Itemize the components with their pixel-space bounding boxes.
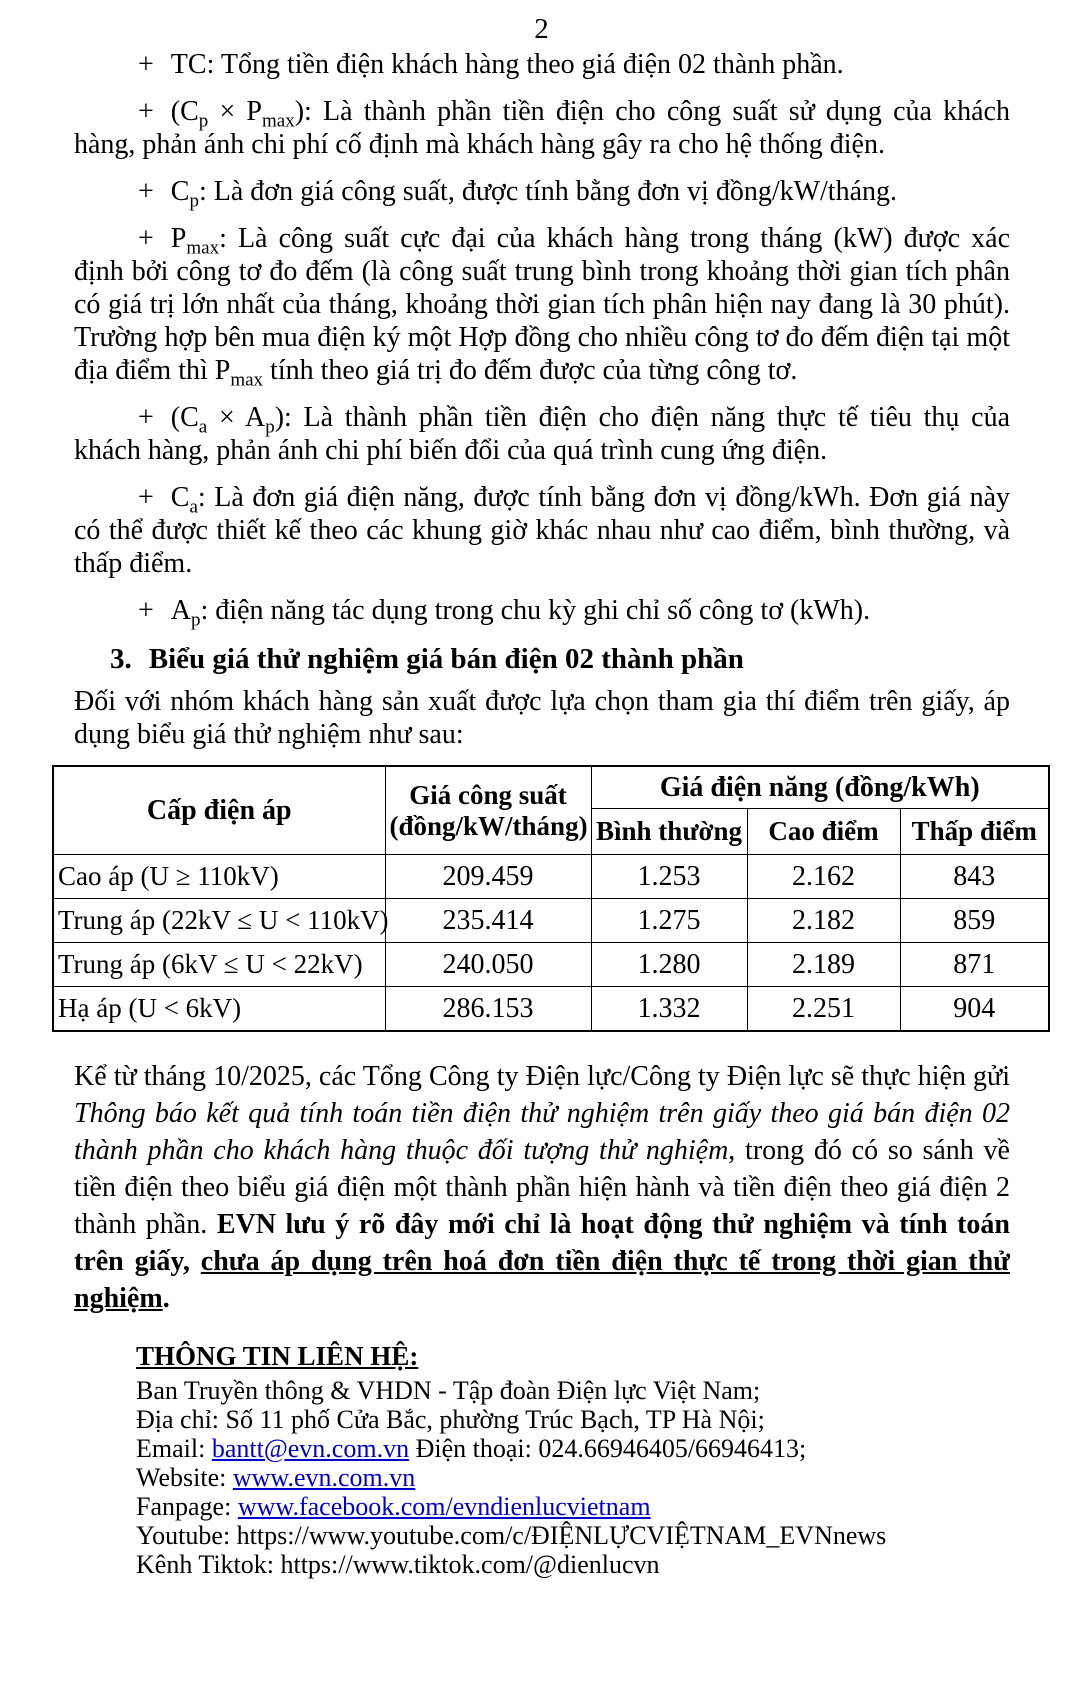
cell-normal: 1.332 <box>591 987 747 1032</box>
contact-line <box>136 1405 1023 1434</box>
contact-block <box>136 1339 1023 1579</box>
header-voltage: Cấp điện áp <box>53 766 385 855</box>
closing-paragraph <box>74 1058 1010 1317</box>
bullet-marker: + <box>138 223 154 254</box>
header-capacity-line2: (đồng/kW/tháng) <box>389 810 588 841</box>
contact-line <box>136 1492 1023 1521</box>
bullet-item <box>74 481 1010 580</box>
fanpage-link[interactable]: www.facebook.com/evndienlucvietnam <box>237 1492 651 1521</box>
text-segment: Youtube: https://www.youtube.com/c/ĐIỆNLỰCVIỆTNAM_EVNnews <box>136 1521 887 1550</box>
bullet-marker: + <box>138 96 154 127</box>
text-segment: ): Là thành phần tiền điện cho điện năng thực tế tiêu thụ của khách hàng, phản ánh chi phí biến đổi của quá trình cung ứng điện. <box>74 402 1010 466</box>
text-segment: max <box>262 110 295 132</box>
table-row <box>53 987 1049 1032</box>
bullet-item <box>74 95 1010 161</box>
text-segment: p <box>198 110 209 132</box>
text-segment: Địa chỉ: Số 11 phố Cửa Bắc, phường Trúc Bạch, TP Hà Nội; <box>136 1405 765 1434</box>
text-segment: TC: Tổng tiền điện khách hàng theo giá điện 02 thành phần. <box>170 49 844 80</box>
header-normal: Bình thường <box>591 809 747 855</box>
bullet-item <box>74 175 1010 212</box>
text-segment: a <box>189 496 198 518</box>
text-segment: : Là đơn giá công suất, được tính bằng đơn vị đồng/kW/tháng. <box>198 176 898 207</box>
header-energy-price-group: Giá điện năng (đồng/kWh) <box>591 766 1049 809</box>
text-segment: . <box>162 1283 170 1314</box>
bullet-marker: + <box>138 49 154 80</box>
text-segment: C <box>170 176 190 207</box>
text-segment: ): Là thành phần tiền điện cho công suất sử dụng của khách hàng, phản ánh chi phí cố định mà khách hàng gây ra cho hệ thống điện. <box>74 96 1010 160</box>
text-segment: tính theo giá trị đo đếm được của từng công tơ. <box>263 355 798 386</box>
contact-line <box>136 1463 1023 1492</box>
table-header-row-1 <box>53 766 1049 809</box>
cell-capacity: 209.459 <box>385 855 591 899</box>
text-segment: Website: <box>136 1463 233 1492</box>
text-segment: Điện thoại: 024.66946405/66946413; <box>409 1434 807 1463</box>
cell-capacity: 286.153 <box>385 987 591 1032</box>
text-segment: p <box>265 416 275 438</box>
intro-paragraph: Đối với nhóm khách hàng sản xuất được lựa chọn tham gia thí điểm trên giấy, áp dụng biểu giá thử nghiệm như sau: <box>74 686 1010 750</box>
bullet-item <box>74 222 1010 391</box>
text-segment: a <box>198 416 208 438</box>
text-segment: Ban Truyền thông & VHDN - Tập đoàn Điện lực Việt Nam; <box>136 1376 761 1405</box>
text-segment: EVN lưu ý rõ đây mới chỉ là hoạt động thử nghiệm và tính toán trên giấy, <box>74 1209 1010 1277</box>
header-capacity-line1: Giá công suất <box>409 779 567 810</box>
text-segment: (C <box>170 402 199 433</box>
text-segment: p <box>191 609 201 631</box>
contact-line <box>136 1376 1023 1405</box>
bullet-marker: + <box>138 176 154 207</box>
contact-line <box>136 1521 1023 1550</box>
cell-peak: 2.189 <box>747 943 900 987</box>
page-number: 2 <box>534 13 549 45</box>
cell-capacity: 240.050 <box>385 943 591 987</box>
bullet-marker: + <box>138 402 154 433</box>
text-segment: Thông báo kết quả tính toán tiền điện thử nghiệm trên giấy theo giá bán điện 02 thành phần cho khách hàng thuộc đối tượng thử nghiệm <box>74 1098 1010 1166</box>
cell-peak: 2.251 <box>747 987 900 1032</box>
cell-normal: 1.280 <box>591 943 747 987</box>
cell-capacity: 235.414 <box>385 899 591 943</box>
text-segment: : Là công suất cực đại của khách hàng trong tháng (kW) được xác định bởi công tơ đo đếm (là công suất trung bình trong khoảng thời gian tích phân có giá trị lớn nhất của tháng, khoảng thời gian tích phân hiện nay đang là 30 phút). Trường hợp bên mua điện ký một Hợp đồng cho nhiều công tơ đo đếm điện tại một địa điểm thì P <box>74 223 1010 386</box>
section-title: Biểu giá thử nghiệm giá bán điện 02 thành phần <box>148 643 744 675</box>
cell-peak: 2.162 <box>747 855 900 899</box>
contact-lines <box>136 1376 1023 1579</box>
text-segment: × P <box>208 96 263 127</box>
text-segment: p <box>189 190 199 212</box>
website-link[interactable]: www.evn.com.vn <box>232 1463 416 1492</box>
cell-normal: 1.275 <box>591 899 747 943</box>
contact-title: THÔNG TIN LIÊN HỆ: <box>136 1341 419 1371</box>
section-heading <box>74 641 1010 677</box>
bullet-marker: + <box>138 482 154 513</box>
header-capacity-price <box>385 766 591 855</box>
text-segment: × A <box>207 402 266 433</box>
bullet-list <box>74 48 1010 631</box>
cell-offpeak: 859 <box>900 899 1049 943</box>
contact-line <box>136 1550 1023 1579</box>
text-segment: max <box>230 369 264 391</box>
text-segment: P <box>170 223 187 254</box>
bullet-item <box>74 594 1010 631</box>
text-segment: : điện năng tác dụng trong chu kỳ ghi chỉ số công tơ (kWh). <box>200 595 871 626</box>
text-segment: Email: <box>136 1434 212 1463</box>
text-segment: Fanpage: <box>136 1492 238 1521</box>
header-offpeak: Thấp điểm <box>900 809 1049 855</box>
cell-offpeak: 871 <box>900 943 1049 987</box>
cell-offpeak: 904 <box>900 987 1049 1032</box>
cell-normal: 1.253 <box>591 855 747 899</box>
text-segment: (C <box>170 96 199 127</box>
bullet-item <box>74 401 1010 467</box>
price-table-body <box>53 855 1049 1032</box>
text-segment: , trong đó có so sánh về tiền điện theo biểu giá điện một thành phần hiện hành và tiền điện theo giá điện 2 thành phần. <box>74 1135 1010 1240</box>
price-table <box>52 765 1050 1032</box>
cell-peak: 2.182 <box>747 899 900 943</box>
text-segment: C <box>170 482 190 513</box>
cell-voltage: Trung áp (22kV ≤ U < 110kV) <box>53 899 385 943</box>
cell-voltage: Cao áp (U ≥ 110kV) <box>53 855 385 899</box>
bullet-marker: + <box>138 595 154 626</box>
text-segment: A <box>170 595 192 626</box>
table-row <box>53 899 1049 943</box>
text-segment: Kênh Tiktok: https://www.tiktok.com/@dienlucvn <box>136 1550 660 1579</box>
section-number: 3. <box>110 643 132 675</box>
bullet-item <box>74 48 1010 81</box>
text-segment: : Là đơn giá điện năng, được tính bằng đơn vị đồng/kWh. Đơn giá này có thể được thiết kế theo các khung giờ khác nhau như cao điểm, bình thường, và thấp điểm. <box>74 482 1010 579</box>
header-peak: Cao điểm <box>747 809 900 855</box>
cell-voltage: Hạ áp (U < 6kV) <box>53 987 385 1032</box>
table-row <box>53 943 1049 987</box>
cell-voltage: Trung áp (6kV ≤ U < 22kV) <box>53 943 385 987</box>
table-row <box>53 855 1049 899</box>
text-segment: max <box>186 237 220 259</box>
contact-line <box>136 1434 1023 1463</box>
text-segment: Kể từ tháng 10/2025, các Tổng Công ty Điện lực/Công ty Điện lực sẽ thực hiện gửi <box>74 1061 1010 1092</box>
email-link[interactable]: bantt@evn.com.vn <box>211 1434 410 1463</box>
cell-offpeak: 843 <box>900 855 1049 899</box>
text-segment: chưa áp dụng trên hoá đơn tiền điện thực tế trong thời gian thử nghiệm <box>74 1246 1010 1314</box>
